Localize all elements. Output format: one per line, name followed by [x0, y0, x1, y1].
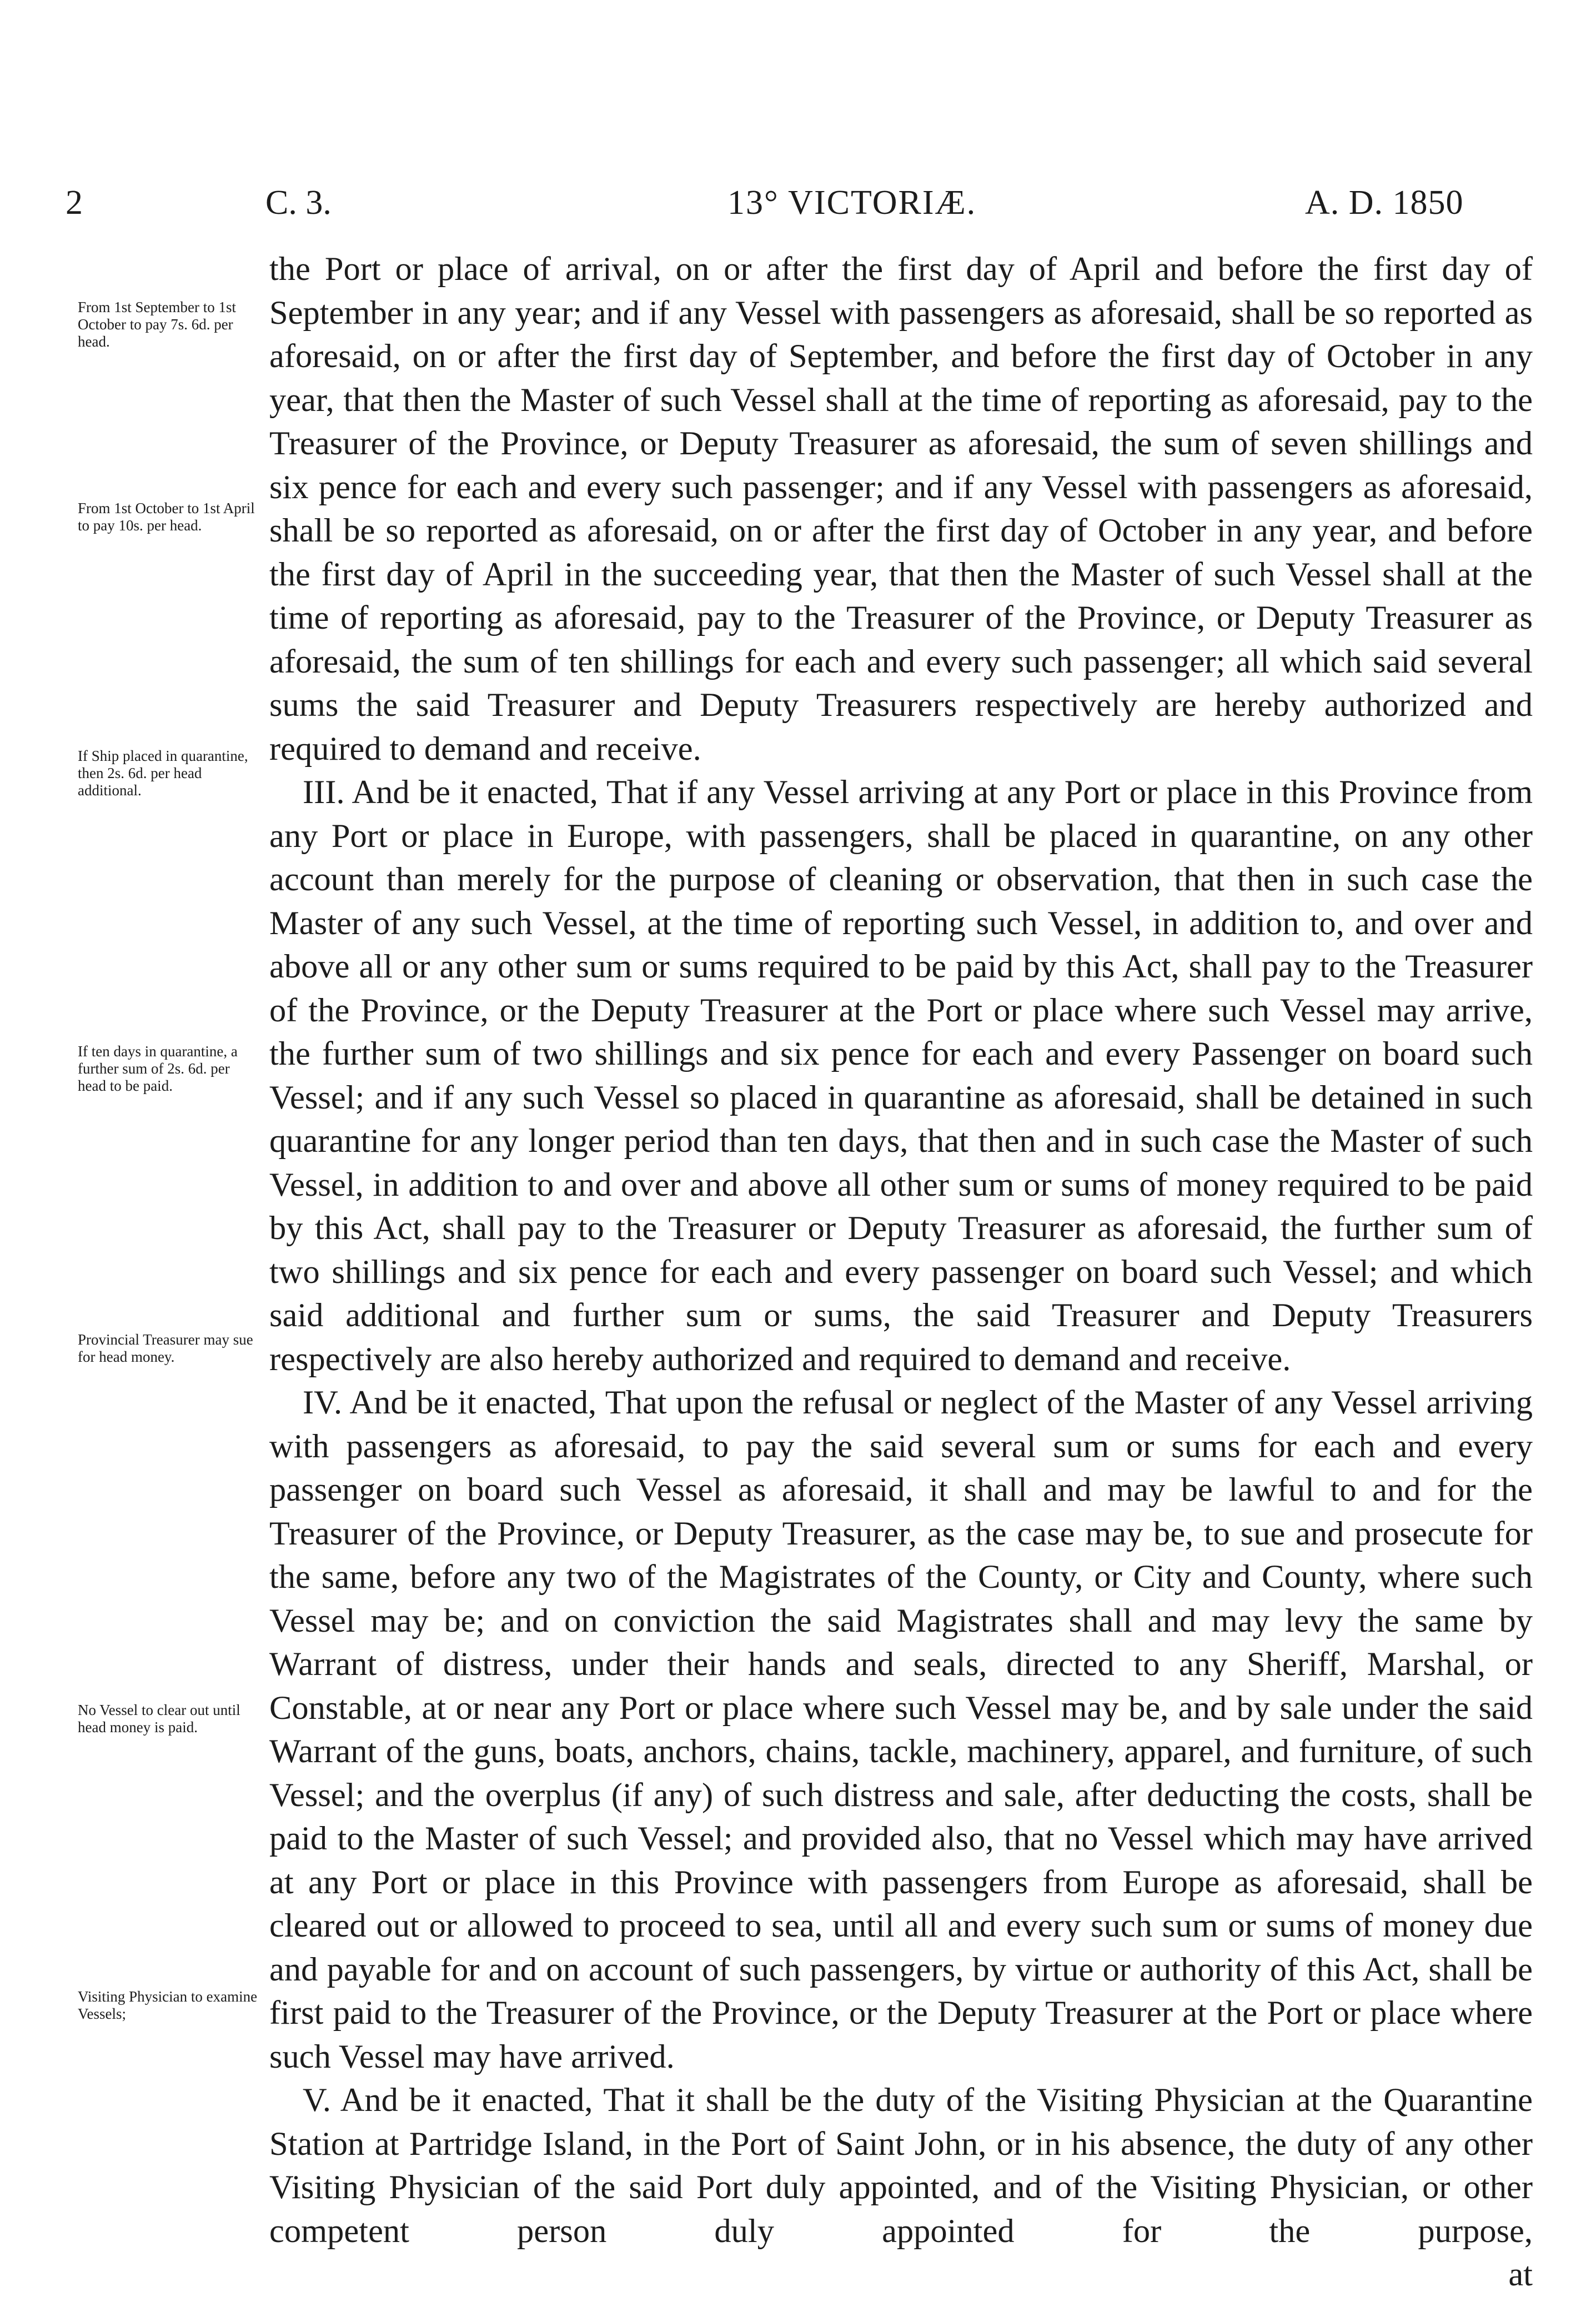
paragraph-continuation: the Port or place of arrival, on or after the first day of April and before the first day of September in any year; and if any Vessel with passengers as aforesaid, shall be so reported as aforesaid, on or after the first day of September, and before the first day of October in any year, that then the Master of such Vessel shall at the time of reporting as aforesaid, pay to the Treasurer of the Province, or Deputy Treasurer as aforesaid, the sum of seven shillings and six pence for each and every such passenger; and if any Vessel with passengers as aforesaid, shall be so reported as aforesaid, on or after the first day of October in any year, and before the first day of April in the succeeding year, that then the Master of such Vessel shall at the time of reporting as aforesaid, pay to the Treasurer of the Province, or Deputy Treasurer as aforesaid, the sum of ten shillings for each and every such passenger; all which said several sums the said Treasurer and Deputy Treasurers respectively are hereby authorized and required to demand and receive. — [269, 250, 1533, 768]
margin-note: Visiting Physician to examine Vessels; — [78, 1988, 258, 2022]
margin-note: Provincial Treasurer may sue for head money. — [78, 1331, 253, 1365]
catchword: at — [1508, 2256, 1533, 2293]
margin-note: No Vessel to clear out until head money is paid. — [78, 1702, 240, 1736]
margin-note: If Ship placed in quarantine, then 2s. 6d. per head additional. — [78, 748, 248, 799]
margin-note: From 1st September to 1st October to pay 7s. 6d. per head. — [78, 299, 236, 350]
page-number: 2 — [66, 184, 83, 222]
chapter-number: C. 3. — [265, 184, 332, 222]
body-text — [269, 248, 1533, 2297]
section-iv: IV. And be it enacted, That upon the refusal or neglect of the Master of any Vessel arriving with passengers as aforesaid, to pay the said several sum or sums for each and every passenger on board such Vessel as aforesaid, it shall and may be lawful to and for the Treasurer of the Province, or Deputy Treasurer, as the case may be, to sue and prosecute for the same, before any two of the Magistrates of the County, or City and County, where such Vessel may be; and on conviction the said Magistrates shall and may levy the same by Warrant of distress, under their hands and seals, directed to any Sheriff, Marshal, or Constable, at or near any Port or place where such Vessel may be, and by sale under the said Warrant of the guns, boats, anchors, chains, tackle, machinery, apparel, and furniture, of such Vessel; and the overplus (if any) of such distress and sale, after deducting the costs, shall be paid to the Master of such Vessel; and provided also, that no Vessel which may have arrived at any Port or place in this Province with passengers from Europe as aforesaid, shall be cleared out or allowed to proceed to sea, until all and every such sum or sums of money due and payable for and on account of such passengers, by virtue or authority of this Act, shall be first paid to the Treasurer of the Province, or the Deputy Treasurer at the Port or place where such Vessel may have arrived. — [269, 1384, 1533, 2075]
running-title: 13° VICTORIÆ. — [727, 184, 977, 222]
section-iii: III. And be it enacted, That if any Vessel arriving at any Port or place in this Province from any Port or place in Europe, with passengers, shall be placed in quarantine, on any other account than merely for the purpose of cleaning or observation, that then in such case the Master of any such Vessel, at the time of reporting such Vessel, in addition to, and over and above all or any other sum or sums required to be paid by this Act, shall pay to the Treasurer of the Province, or the Deputy Treasurer at the Port or place where such Vessel may arrive, the further sum of two shillings and six pence for each and every Passenger on board such Vessel; and if any such Vessel so placed in quarantine as aforesaid, shall be detained in such quarantine for any longer period than ten days, that then and in such case the Master of such Vessel, in addition to and over and above all other sum or sums of money required to be paid by this Act, shall pay to the Treasurer or Deputy Treasurer as aforesaid, the further sum of two shillings and six pence for each and every passenger on board such Vessel; and which said additional and further sum or sums, the said Treasurer and Deputy Treasurers respectively are also hereby authorized and required to demand and receive. — [269, 774, 1533, 1378]
margin-note: From 1st October to 1st April to pay 10s. per head. — [78, 500, 255, 534]
margin-note: If ten days in quarantine, a further sum of 2s. 6d. per head to be paid. — [78, 1043, 238, 1094]
section-v: V. And be it enacted, That it shall be the duty of the Visiting Physician at the Quarantine Station at Partridge Island, in the Port of Saint John, or in his absence, the duty of any other Visiting Physician of the said Port duly appointed, and of the Visiting Physician, or other competent person duly appointed for the purpose, — [269, 2082, 1533, 2250]
year-heading: A. D. 1850 — [1305, 184, 1464, 222]
